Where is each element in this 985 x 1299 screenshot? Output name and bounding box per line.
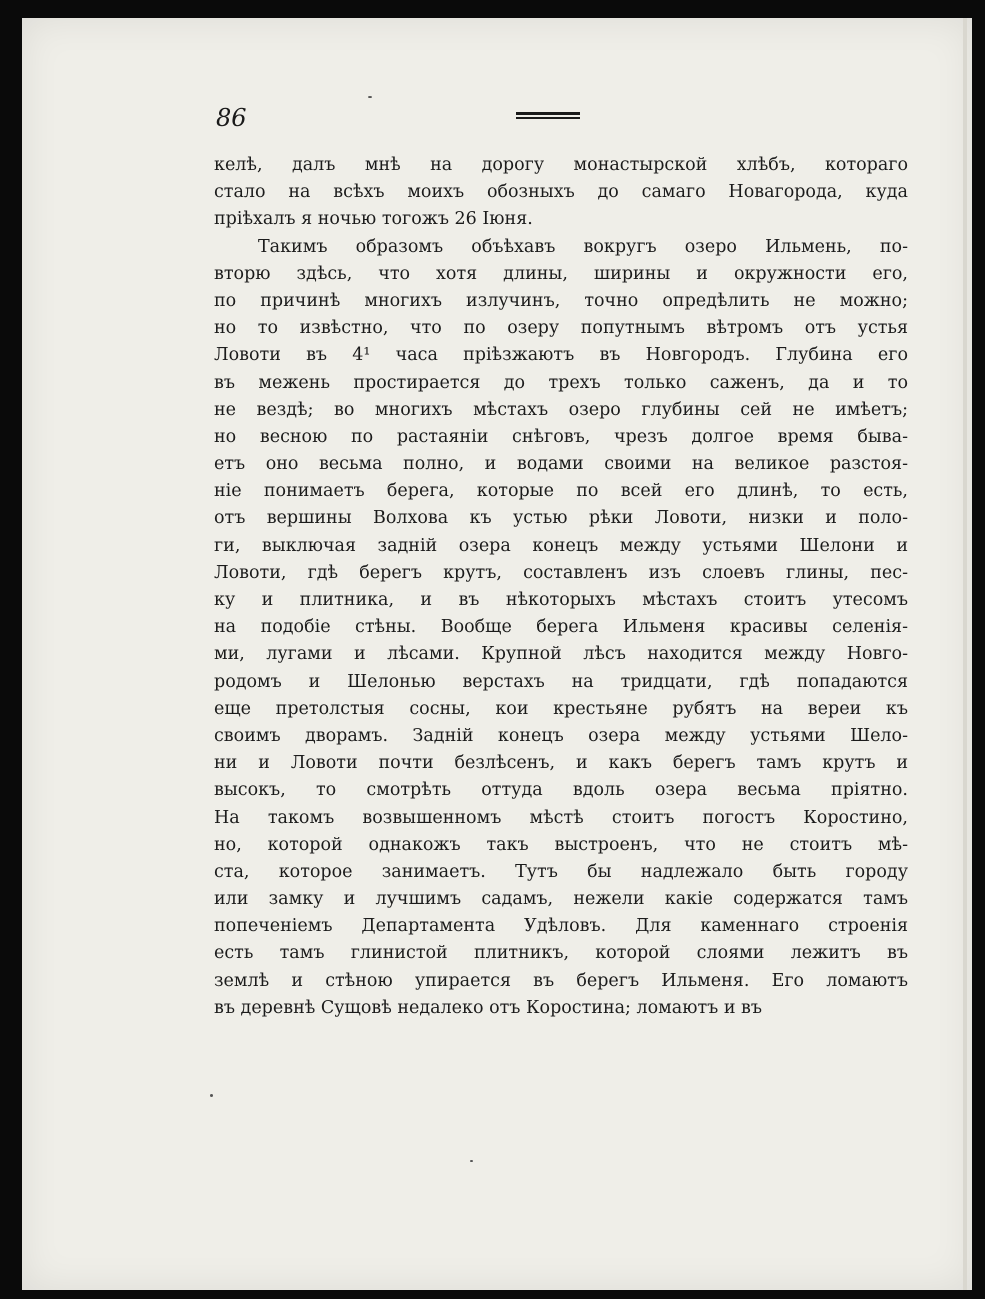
text-line: ку и плитника, и въ нѣкоторыхъ мѣстахъ стоитъ утесомъ [214, 590, 908, 610]
text-line: попеченіемъ Департамента Удѣловъ. Для каменнаго строенія [214, 916, 908, 937]
text-line: пріѣхалъ я ночью тогожъ 26 Іюня. [214, 209, 533, 230]
paper-speck [470, 1160, 473, 1162]
text-line: етъ оно весьма полно, и водами своими на великое разстоя- [214, 454, 908, 475]
text-line: въ деревнѣ Сущовѣ недалеко отъ Коростина; ломаютъ и въ [214, 997, 763, 1018]
header-ornament [516, 112, 580, 123]
paper-speck [210, 1094, 213, 1097]
body-text [214, 152, 908, 1022]
text-line: ни и Ловоти почти безлѣсенъ, и какъ берегъ тамъ крутъ и [214, 753, 908, 774]
text-line: но то извѣстно, что по озеру попутнымъ вѣтромъ отъ устья [214, 318, 908, 339]
text-line: На такомъ возвышенномъ мѣстѣ стоитъ погостъ Коростино, [214, 807, 908, 828]
text-line: по причинѣ многихъ излучинъ, точно опредѣлить не можно; [214, 290, 908, 311]
text-line: стало на всѣхъ моихъ обозныхъ до самаго Новагорода, куда [214, 182, 908, 203]
text-line: Такимъ образомъ объѣхавъ вокругъ озеро Ильмень, по- [258, 236, 908, 257]
text-line: или замку и лучшимъ садамъ, нежели какіе содержатся тамъ [214, 889, 908, 910]
text-line: есть тамъ глинистой плитникъ, которой слоями лежитъ въ [214, 943, 908, 964]
text-line: родомъ и Шелонью верстахъ на тридцати, гдѣ попадаются [214, 671, 908, 692]
paper-speck [368, 96, 372, 98]
text-line: высокъ, то смотрѣть оттуда вдоль озера весьма пріятно. [214, 780, 908, 801]
text-line: ста, которое занимаетъ. Тутъ бы надлежало быть городу [214, 861, 908, 882]
text-line: на подобіе стѣны. Вообще берега Ильменя красивы селенія- [214, 617, 908, 638]
page-edge [963, 18, 967, 1290]
text-line: своимъ дворамъ. Задній конецъ озера между устьями Шело- [214, 725, 908, 746]
text-line: ги, выключая задній озера конецъ между устьями Шелони и [214, 535, 908, 556]
text-line: келѣ, далъ мнѣ на дорогу монастырской хлѣбъ, котораго [214, 155, 908, 175]
text-line: отъ вершины Волхова къ устью рѣки Ловоти, низки и поло- [214, 508, 908, 529]
text-line: землѣ и стѣною упирается въ берегъ Ильменя. Его ломаютъ [214, 970, 908, 991]
text-line: еще претолстыя сосны, кои крестьяне рубятъ на вереи къ [214, 698, 908, 719]
text-line: Ловоти въ 4¹ часа пріѣзжаютъ въ Новгородъ. Глубина его [214, 345, 908, 366]
text-line: ми, лугами и лѣсами. Крупной лѣсъ находится между Новго- [214, 644, 908, 665]
text-line: но весною по растаяніи снѣговъ, чрезъ долгое время быва- [214, 426, 908, 447]
text-line: но, которой однакожъ такъ выстроенъ, что не стоитъ мѣ- [214, 834, 908, 855]
text-line: не вездѣ; во многихъ мѣстахъ озеро глубины сей не имѣетъ; [214, 399, 908, 420]
page-number: 86 [216, 104, 247, 132]
text-line: вторю здѣсь, что хотя длины, ширины и окружности его, [214, 263, 908, 284]
text-line: Ловоти, гдѣ берегъ крутъ, составленъ изъ слоевъ глины, пес- [214, 562, 908, 583]
text-line: ніе понимаетъ берега, которые по всей его длинѣ, то есть, [214, 481, 908, 502]
text-line: въ межень простирается до трехъ только саженъ, да и то [214, 372, 908, 393]
